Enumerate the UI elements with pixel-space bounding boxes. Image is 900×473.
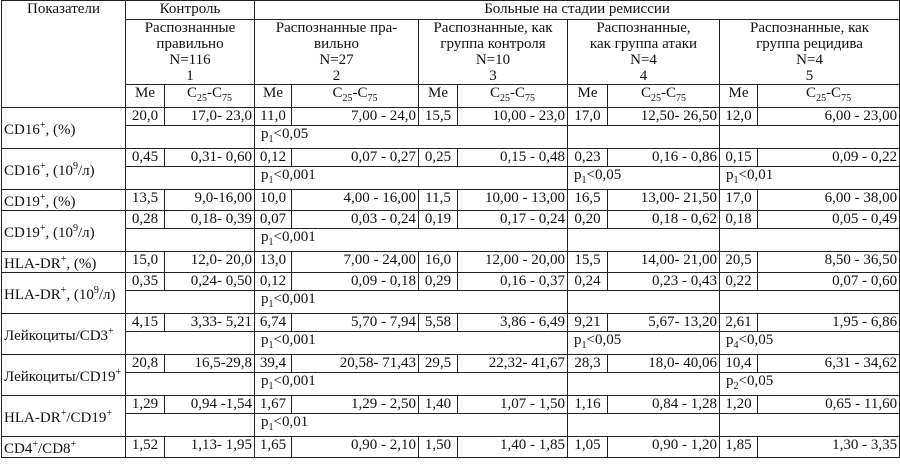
cell-median: 28,3	[568, 355, 608, 373]
cell-median: 1,40	[419, 396, 458, 414]
cell-median: 9,21	[568, 314, 608, 332]
cell-range: 6,31 - 34,62	[758, 355, 900, 373]
pvalue-blank	[126, 332, 255, 355]
c-sub2: 75	[841, 93, 852, 104]
cell-range: 12,0- 20,0	[165, 252, 255, 273]
cell-median: 1,05	[568, 437, 608, 458]
pvalue-blank	[126, 167, 255, 190]
row-label: CD19+, $(10^9/л)$	[2, 211, 126, 252]
cell-median: 1,85	[720, 437, 758, 458]
cell-median: 4,15	[126, 314, 165, 332]
cell-range: 1,07 - 1,50	[458, 396, 568, 414]
cell-median: 5,58	[419, 314, 458, 332]
group-2-line1: Распознанные пра-	[275, 20, 398, 36]
cell-range: 1,29 - 2,50	[292, 396, 419, 414]
pvalue-row	[2, 414, 900, 437]
cell-median: 16,0	[419, 252, 458, 273]
header-control: Контроль	[126, 1, 255, 20]
cell-range: 0,84 - 1,28	[608, 396, 720, 414]
cell-range: 6,00 - 38,00	[758, 190, 900, 211]
cell-range: 16,5-29,8	[165, 355, 255, 373]
header-remission: Больные на стадии ремиссии	[255, 1, 900, 20]
pvalue-cell: $p_1<0,01$	[255, 414, 568, 437]
c-sep: -C	[510, 85, 525, 101]
cell-median: 10,4	[720, 355, 758, 373]
pvalue-blank	[126, 126, 255, 149]
cell-median: 17,0	[720, 190, 758, 211]
row-label: HLA-DR+, $(10^9/л)$	[2, 273, 126, 314]
cell-median: 0,24	[568, 273, 608, 291]
table-row	[2, 108, 900, 126]
pvalue-cell: $p_1<0,001$	[255, 291, 568, 314]
subheader-c25-c75	[758, 85, 900, 108]
cell-median: 11,5	[419, 190, 458, 211]
cell-range: 7,00 - 24,00	[292, 252, 419, 273]
header-indicators: Показатели	[2, 1, 126, 108]
group-3-num: 3	[489, 68, 497, 84]
pvalue-cell	[720, 126, 900, 149]
group-4-n: N=4	[630, 52, 657, 68]
cell-median: 0,07	[255, 211, 292, 229]
cell-range: 17,0- 23,0	[165, 108, 255, 126]
cell-median: 0,22	[720, 273, 758, 291]
table-row	[2, 396, 900, 414]
group-4-line2: как группа атаки	[589, 36, 698, 52]
subheader-me: Me	[126, 85, 165, 108]
group-5-n: N=4	[796, 52, 823, 68]
pvalue-row	[2, 167, 900, 190]
cell-median: 0,29	[419, 273, 458, 291]
group-header-1	[126, 20, 255, 85]
pvalue-blank	[126, 291, 255, 314]
group-5-num: 5	[805, 68, 814, 84]
group-header-4	[568, 20, 720, 85]
cell-median: 15,0	[126, 252, 165, 273]
subheader-c25-c75	[165, 85, 255, 108]
pvalue-cell	[720, 229, 900, 252]
group-1-n: N=116	[169, 52, 211, 68]
cell-range: 3,33- 5,21	[165, 314, 255, 332]
pvalue-blank	[126, 414, 255, 437]
table-row	[2, 252, 900, 273]
cell-median: 20,0	[126, 108, 165, 126]
cell-median: 6,74	[255, 314, 292, 332]
pvalue-cell: $p_4<0,05$	[720, 332, 900, 355]
cell-range: 14,00- 21,00	[608, 252, 720, 273]
row-label: CD16+, (%)	[2, 108, 126, 149]
c-sep: -C	[661, 85, 676, 101]
group-2-num: 2	[332, 68, 341, 84]
cell-median: 20,8	[126, 355, 165, 373]
cell-range: 0,90 - 2,10	[292, 437, 419, 458]
c-sub1: 25	[651, 93, 661, 104]
row-label: HLA-DR+, (%)	[2, 252, 126, 273]
pvalue-cell: $p_1<0,05$	[568, 167, 720, 190]
cell-range: 4,00 - 16,00	[292, 190, 419, 211]
cell-median: 0,19	[419, 211, 458, 229]
cell-median: 0,23	[568, 149, 608, 167]
c-sub1: 25	[197, 93, 207, 104]
cell-range: 12,50- 26,50	[608, 108, 720, 126]
row-label: Лейкоциты/CD3+	[2, 314, 126, 355]
row-label: Лейкоциты/CD19+	[2, 355, 126, 396]
cell-median: 1,65	[255, 437, 292, 458]
table-row	[2, 355, 900, 373]
cell-median: 0,12	[255, 149, 292, 167]
cell-median: 15,5	[568, 252, 608, 273]
c-sub1: 25	[500, 93, 510, 104]
cell-range: 12,00 - 20,00	[458, 252, 568, 273]
cell-range: 10,00 - 23,0	[458, 108, 568, 126]
cell-median: 0,18	[720, 211, 758, 229]
cell-median: 15,5	[419, 108, 458, 126]
cell-median: 10,0	[255, 190, 292, 211]
cell-range: 0,16 - 0,37	[458, 273, 568, 291]
cell-median: 11,0	[255, 108, 292, 126]
table-row	[2, 149, 900, 167]
cell-range: 1,40 - 1,85	[458, 437, 568, 458]
cell-median: 1,67	[255, 396, 292, 414]
pvalue-cell	[568, 229, 720, 252]
cell-range: 3,86 - 6,49	[458, 314, 568, 332]
cell-median: 13,0	[255, 252, 292, 273]
cell-median: 1,16	[568, 396, 608, 414]
cell-median: 0,35	[126, 273, 165, 291]
group-2-line2: вильно	[314, 36, 359, 52]
cell-range: 18,0- 40,06	[608, 355, 720, 373]
cell-range: 10,00 - 13,00	[458, 190, 568, 211]
pvalue-row	[2, 291, 900, 314]
group-header-2	[255, 20, 419, 85]
table-row	[2, 314, 900, 332]
cell-median: 20,5	[720, 252, 758, 273]
c-sub2: 75	[525, 93, 535, 104]
pvalue-row	[2, 373, 900, 396]
c-sep: -C	[207, 85, 222, 101]
group-5-line1: Распознанные, как	[750, 20, 870, 36]
group-header-5	[720, 20, 900, 85]
pvalue-cell: $p_1<0,001$	[255, 332, 568, 355]
cell-range: 22,32- 41,67	[458, 355, 568, 373]
subheader-c25-c75	[458, 85, 568, 108]
cell-median: 13,5	[126, 190, 165, 211]
pvalue-cell: $p_1<0,05$	[255, 126, 568, 149]
cell-median: 0,12	[255, 273, 292, 291]
subheader-c25-c75	[608, 85, 720, 108]
c-main: C	[489, 85, 500, 101]
group-1-line1: Распознанные	[144, 20, 236, 36]
cell-median: 0,15	[720, 149, 758, 167]
cell-range: 7,00 - 24,0	[292, 108, 419, 126]
pvalue-cell	[568, 414, 720, 437]
cell-median: 0,45	[126, 149, 165, 167]
group-3-line1: Распознанные, как	[433, 20, 553, 36]
group-3-line2: группа контроля	[440, 36, 546, 52]
pvalue-cell	[568, 291, 720, 314]
c-main: C	[640, 85, 651, 101]
cell-range: 9,0-16,00	[165, 190, 255, 211]
group-3-n: N=10	[475, 52, 511, 68]
group-4-line1: Распознанные,	[596, 20, 691, 36]
cell-range: 0,09 - 0,18	[292, 273, 419, 291]
row-label: CD19+, (%)	[2, 190, 126, 211]
group-header-3	[419, 20, 568, 85]
cell-median: 0,28	[126, 211, 165, 229]
pvalue-cell: $p_1<0,001$	[255, 229, 568, 252]
cell-range: 0,07 - 0,60	[758, 273, 900, 291]
cell-median: 16,5	[568, 190, 608, 211]
c-sub2: 75	[676, 93, 686, 104]
cell-range: 0,07 - 0,27	[292, 149, 419, 167]
table-row	[2, 437, 900, 458]
pvalue-row	[2, 229, 900, 252]
cell-range: 0,03 - 0,24	[292, 211, 419, 229]
cell-range: 0,15 - 0,48	[458, 149, 568, 167]
cell-range: 5,70 - 7,94	[292, 314, 419, 332]
cell-median: 1,52	[126, 437, 165, 458]
cell-range: 0,90 - 1,20	[608, 437, 720, 458]
data-table	[1, 0, 900, 458]
c-main: C	[332, 85, 343, 101]
cell-median: 1,29	[126, 396, 165, 414]
c-sep: -C	[826, 85, 842, 101]
cell-range: 0,16 - 0,86	[608, 149, 720, 167]
cell-median: 12,0	[720, 108, 758, 126]
pvalue-cell	[568, 373, 720, 396]
group-5-line2: группа рецидива	[756, 36, 863, 52]
pvalue-cell	[720, 291, 900, 314]
c-sub2: 75	[222, 93, 232, 104]
cell-range: 0,31- 0,60	[165, 149, 255, 167]
cell-range: 0,23 - 0,43	[608, 273, 720, 291]
table-row	[2, 211, 900, 229]
group-1-line2: правильно	[156, 36, 224, 52]
c-sub1: 25	[342, 93, 353, 104]
subheader-me: Me	[419, 85, 458, 108]
pvalue-cell: $p_1<0,05$	[568, 332, 720, 355]
pvalue-cell: $p_1<0,01$	[720, 167, 900, 190]
cell-range: 13,00- 21,50	[608, 190, 720, 211]
pvalue-cell	[720, 414, 900, 437]
c-sub2: 75	[367, 93, 378, 104]
cell-range: 0,09 - 0,22	[758, 149, 900, 167]
subheader-me: Me	[568, 85, 608, 108]
cell-range: 0,18- 0,39	[165, 211, 255, 229]
group-2-n: N=27	[319, 52, 354, 68]
row-label: CD4+/CD8+	[2, 437, 126, 458]
pvalue-blank	[126, 229, 255, 252]
cell-range: 6,00 - 23,00	[758, 108, 900, 126]
cell-range: 0,65 - 11,60	[758, 396, 900, 414]
cell-range: 0,18 - 0,62	[608, 211, 720, 229]
cell-median: 0,25	[419, 149, 458, 167]
cell-range: 8,50 - 36,50	[758, 252, 900, 273]
subheader-me: Me	[255, 85, 292, 108]
cell-range: 0,05 - 0,49	[758, 211, 900, 229]
cell-median: 2,61	[720, 314, 758, 332]
row-label: HLA-DR+/CD19+	[2, 396, 126, 437]
cell-range: 0,17 - 0,24	[458, 211, 568, 229]
subheader-c25-c75	[292, 85, 419, 108]
cell-median: 39,4	[255, 355, 292, 373]
pvalue-cell: $p_1<0,001$	[255, 373, 568, 396]
row-label: CD16+, $(10^9/л)$	[2, 149, 126, 190]
pvalue-cell	[568, 126, 720, 149]
c-main: C	[186, 85, 197, 101]
cell-range: 20,58- 71,43	[292, 355, 419, 373]
pvalue-row	[2, 126, 900, 149]
cell-median: 1,50	[419, 437, 458, 458]
group-4-num: 4	[639, 68, 648, 84]
cell-median: 1,20	[720, 396, 758, 414]
cell-median: 0,20	[568, 211, 608, 229]
cell-range: 1,30 - 3,35	[758, 437, 900, 458]
table-row	[2, 190, 900, 211]
pvalue-blank	[126, 373, 255, 396]
group-1-num: 1	[186, 68, 194, 84]
cell-range: 1,95 - 6,86	[758, 314, 900, 332]
pvalue-cell: $p_2<0,05$	[720, 373, 900, 396]
c-sub1: 25	[816, 93, 827, 104]
pvalue-cell: $p_1<0,001$	[255, 167, 568, 190]
subheader-me: Me	[720, 85, 758, 108]
cell-median: 17,0	[568, 108, 608, 126]
cell-range: 0,94 -1,54	[165, 396, 255, 414]
c-sep: -C	[352, 85, 368, 101]
cell-range: 5,67- 13,20	[608, 314, 720, 332]
cell-range: 0,24- 0,50	[165, 273, 255, 291]
c-main: C	[806, 85, 817, 101]
cell-median: 29,5	[419, 355, 458, 373]
pvalue-row	[2, 332, 900, 355]
table-row	[2, 273, 900, 291]
cell-range: 1,13- 1,95	[165, 437, 255, 458]
